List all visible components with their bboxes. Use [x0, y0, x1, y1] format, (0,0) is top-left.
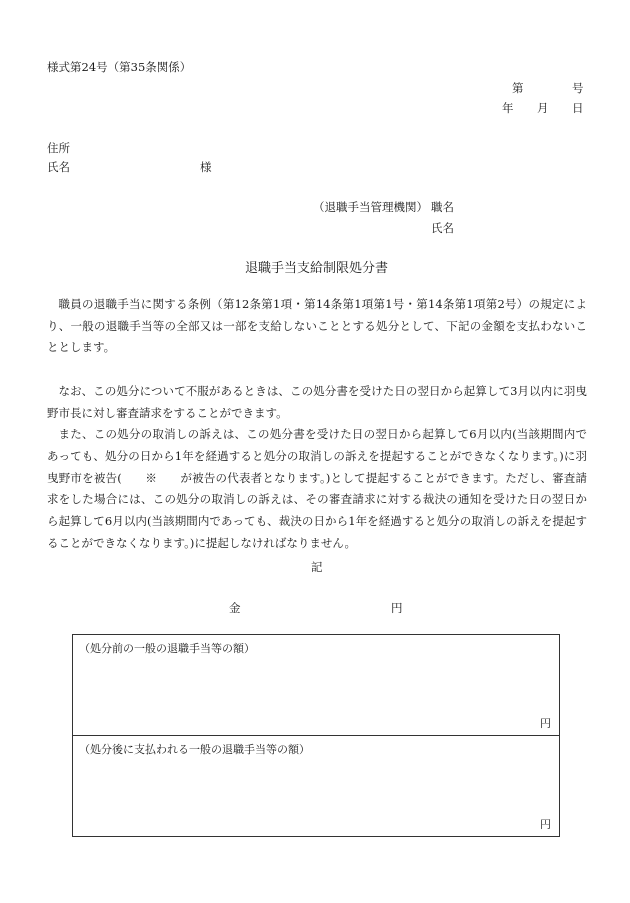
form-id: 様式第24号（第35条関係） [47, 60, 192, 74]
amount-after-label: （処分後に支払われる一般の退職手当等の額） [79, 743, 310, 756]
date-year: 年 [502, 101, 514, 115]
document-title: 退職手当支給制限処分書 [245, 261, 389, 276]
ref-gou: 号 [572, 81, 584, 95]
paragraph-3: また、この処分の取消しの訴えは、この処分書を受けた日の翌日から起算して6月以内(当該期間内であっても、処分の日から1年を経過すると処分の取消しの訴えを提起することができなくなります。)に羽曳野市を被告( ※ が被告の代表者となります。)として提起することができます。ただし、審査請求をした場合には、この処分の取消しの訴えは、その審査請求に対する裁決の通知を受けた日の翌日から起算して6月以内(当該期間内であっても、裁決の日から1年を経過すると処分の取消しの訴えを提起することができなくなります。)に提起しなければなりません。 [47, 427, 587, 550]
date-day: 日 [572, 101, 584, 115]
honorific: 様 [200, 160, 212, 174]
date-month: 月 [537, 101, 549, 115]
amount-before-label: （処分前の一般の退職手当等の額） [79, 642, 255, 655]
amount-before-unit: 円 [540, 717, 551, 730]
ki-heading: 記 [311, 560, 323, 574]
paragraph-1: 職員の退職手当に関する条例（第12条第1項・第14条第1項第1号・第14条第1項第2号）の規定により、一般の退職手当等の全部又は一部を支給しないこととする処分として、下記の金額を支払わないこととします。 [47, 297, 587, 355]
ref-dai: 第 [512, 81, 524, 95]
issuer-name-label: 氏名 [431, 221, 454, 235]
amount-after-unit: 円 [540, 818, 551, 831]
issuer-org: （退職手当管理機関） [313, 200, 428, 214]
amount-kin: 金 [229, 601, 241, 615]
body-text [47, 294, 587, 554]
amount-after-box [72, 735, 560, 837]
issuer-title-label: 職名 [431, 200, 454, 214]
paragraph-2: なお、この処分について不服があるときは、この処分書を受けた日の翌日から起算して3月以内に羽曳野市長に対し審査請求をすることができます。 [47, 383, 587, 420]
amount-before-box [72, 634, 560, 736]
amount-yen: 円 [391, 601, 403, 615]
address-label: 住所 [47, 141, 70, 155]
recipient-name-label: 氏名 [47, 160, 70, 174]
